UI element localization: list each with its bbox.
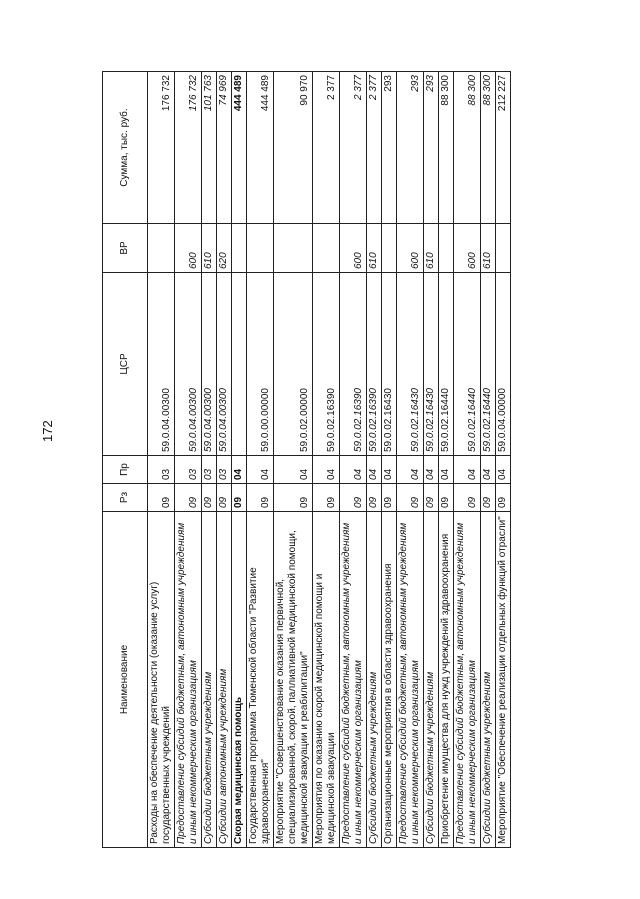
header-row xyxy=(103,72,148,848)
table-row xyxy=(382,72,397,848)
cell-name: Мероприятия по оказанию скорой медицинской помощи и медицинской эвакуации xyxy=(313,512,340,848)
cell-rz: 09 xyxy=(232,484,247,512)
table-row xyxy=(397,72,424,848)
cell-csr: 59.0.02.16390 xyxy=(367,273,382,456)
cell-csr: 59.0.00.00000 xyxy=(247,273,274,456)
table-row xyxy=(217,72,232,848)
table-row xyxy=(424,72,439,848)
cell-rz: 09 xyxy=(382,484,397,512)
cell-pr: 04 xyxy=(367,456,382,484)
cell-name: Мероприятие "Обеспечение реализации отдельных функций отрасли" xyxy=(496,512,511,848)
cell-name: Приобретение имущества для нужд учреждений здравоохранения xyxy=(439,512,454,848)
cell-rz: 09 xyxy=(367,484,382,512)
cell-rz: 09 xyxy=(439,484,454,512)
table-row xyxy=(481,72,496,848)
cell-rz: 09 xyxy=(148,484,175,512)
cell-rz: 09 xyxy=(340,484,367,512)
cell-sum: 2 377 xyxy=(313,72,340,224)
cell-sum: 444 489 xyxy=(247,72,274,224)
cell-sum: 293 xyxy=(382,72,397,224)
cell-sum: 2 377 xyxy=(340,72,367,224)
cell-csr: 59.0.04.00300 xyxy=(217,273,232,456)
table-row xyxy=(232,72,247,848)
cell-vr: 620 xyxy=(217,224,232,273)
cell-vr xyxy=(232,224,247,273)
cell-pr: 04 xyxy=(232,456,247,484)
cell-name: Предоставление субсидий бюджетным, автономным учреждениям и иным некоммерческим организациям xyxy=(397,512,424,848)
cell-pr: 04 xyxy=(397,456,424,484)
cell-sum: 176 732 xyxy=(175,72,202,224)
cell-rz: 09 xyxy=(454,484,481,512)
header-vr: ВР xyxy=(103,224,148,273)
cell-pr: 03 xyxy=(148,456,175,484)
cell-pr: 04 xyxy=(481,456,496,484)
cell-sum: 2 377 xyxy=(367,72,382,224)
cell-csr: 59.0.04.00300 xyxy=(175,273,202,456)
cell-rz: 09 xyxy=(202,484,217,512)
cell-csr: 59.0.02.16430 xyxy=(424,273,439,456)
cell-csr: 59.0.02.00000 xyxy=(274,273,313,456)
cell-pr: 04 xyxy=(382,456,397,484)
cell-vr xyxy=(382,224,397,273)
table-row xyxy=(367,72,382,848)
cell-csr: 59.0.02.16390 xyxy=(340,273,367,456)
cell-name: Предоставление субсидий бюджетным, автономным учреждениям и иным некоммерческим организациям xyxy=(454,512,481,848)
cell-sum: 88 300 xyxy=(454,72,481,224)
cell-rz: 09 xyxy=(496,484,511,512)
cell-name: Предоставление субсидий бюджетным, автономным учреждениям и иным некоммерческим организациям xyxy=(340,512,367,848)
cell-pr: 03 xyxy=(217,456,232,484)
cell-vr xyxy=(439,224,454,273)
cell-vr: 600 xyxy=(397,224,424,273)
cell-pr: 04 xyxy=(313,456,340,484)
cell-sum: 88 300 xyxy=(439,72,454,224)
cell-rz: 09 xyxy=(481,484,496,512)
cell-pr: 04 xyxy=(274,456,313,484)
cell-rz: 09 xyxy=(274,484,313,512)
budget-table-container xyxy=(102,72,511,848)
cell-name: Организационные мероприятия в области здравоохранения xyxy=(382,512,397,848)
cell-csr: 59.0.04.00000 xyxy=(496,273,511,456)
table-row xyxy=(202,72,217,848)
header-sum: Сумма, тыс. руб. xyxy=(103,72,148,224)
cell-vr: 610 xyxy=(202,224,217,273)
cell-sum: 293 xyxy=(397,72,424,224)
header-pr: Пр xyxy=(103,456,148,484)
cell-name: Мероприятие "Совершенствование оказания первичной, специализированной, скорой, паллиативной медицинской помощи, медицинской эвакуации и реабилитации" xyxy=(274,512,313,848)
cell-name: Субсидии бюджетным учреждениям xyxy=(367,512,382,848)
table-row xyxy=(439,72,454,848)
cell-sum: 212 227 xyxy=(496,72,511,224)
cell-pr: 03 xyxy=(175,456,202,484)
cell-vr: 610 xyxy=(424,224,439,273)
cell-pr: 04 xyxy=(247,456,274,484)
cell-name: Субсидии бюджетным учреждениям xyxy=(481,512,496,848)
cell-rz: 09 xyxy=(247,484,274,512)
cell-sum: 101 763 xyxy=(202,72,217,224)
table-row xyxy=(247,72,274,848)
cell-csr: 59.0.02.16440 xyxy=(481,273,496,456)
table-row xyxy=(274,72,313,848)
cell-rz: 09 xyxy=(424,484,439,512)
table-row xyxy=(340,72,367,848)
header-csr: ЦСР xyxy=(103,273,148,456)
table-row xyxy=(313,72,340,848)
cell-pr: 04 xyxy=(424,456,439,484)
cell-vr: 610 xyxy=(481,224,496,273)
cell-name: Предоставление субсидий бюджетным, автономным учреждениям и иным некоммерческим организациям xyxy=(175,512,202,848)
header-name: Наименование xyxy=(103,512,148,848)
cell-name: Субсидии автономным учреждениям xyxy=(217,512,232,848)
cell-sum: 74 969 xyxy=(217,72,232,224)
page-number: 172 xyxy=(40,420,55,442)
cell-sum: 293 xyxy=(424,72,439,224)
cell-sum: 90 970 xyxy=(274,72,313,224)
cell-name: Субсидии бюджетным учреждениям xyxy=(202,512,217,848)
cell-name: Расходы на обеспечение деятельности (оказание услуг) государственных учреждений xyxy=(148,512,175,848)
cell-name: Государственная программа Тюменской области "Развитие здравоохранения" xyxy=(247,512,274,848)
cell-rz: 09 xyxy=(217,484,232,512)
cell-csr xyxy=(232,273,247,456)
table-row xyxy=(496,72,511,848)
cell-rz: 09 xyxy=(313,484,340,512)
cell-sum: 176 732 xyxy=(148,72,175,224)
cell-csr: 59.0.04.00300 xyxy=(202,273,217,456)
cell-pr: 04 xyxy=(496,456,511,484)
cell-csr: 59.0.02.16430 xyxy=(382,273,397,456)
cell-csr: 59.0.04.00300 xyxy=(148,273,175,456)
cell-csr: 59.0.02.16440 xyxy=(439,273,454,456)
cell-vr xyxy=(148,224,175,273)
cell-pr: 03 xyxy=(202,456,217,484)
cell-vr: 600 xyxy=(340,224,367,273)
cell-vr xyxy=(496,224,511,273)
cell-vr xyxy=(313,224,340,273)
cell-pr: 04 xyxy=(340,456,367,484)
cell-name: Скорая медицинская помощь xyxy=(232,512,247,848)
table-row xyxy=(148,72,175,848)
cell-rz: 09 xyxy=(397,484,424,512)
cell-rz: 09 xyxy=(175,484,202,512)
table-row xyxy=(175,72,202,848)
cell-sum: 88 300 xyxy=(481,72,496,224)
cell-sum: 444 489 xyxy=(232,72,247,224)
cell-name: Субсидии бюджетным учреждениям xyxy=(424,512,439,848)
cell-vr: 600 xyxy=(454,224,481,273)
cell-vr xyxy=(247,224,274,273)
cell-csr: 59.0.02.16430 xyxy=(397,273,424,456)
table-row xyxy=(454,72,481,848)
cell-vr: 610 xyxy=(367,224,382,273)
cell-csr: 59.0.02.16440 xyxy=(454,273,481,456)
budget-table xyxy=(102,71,511,848)
cell-pr: 04 xyxy=(454,456,481,484)
cell-vr xyxy=(274,224,313,273)
cell-pr: 04 xyxy=(439,456,454,484)
cell-vr: 600 xyxy=(175,224,202,273)
cell-csr: 59.0.02.16390 xyxy=(313,273,340,456)
header-rz: Рз xyxy=(103,484,148,512)
